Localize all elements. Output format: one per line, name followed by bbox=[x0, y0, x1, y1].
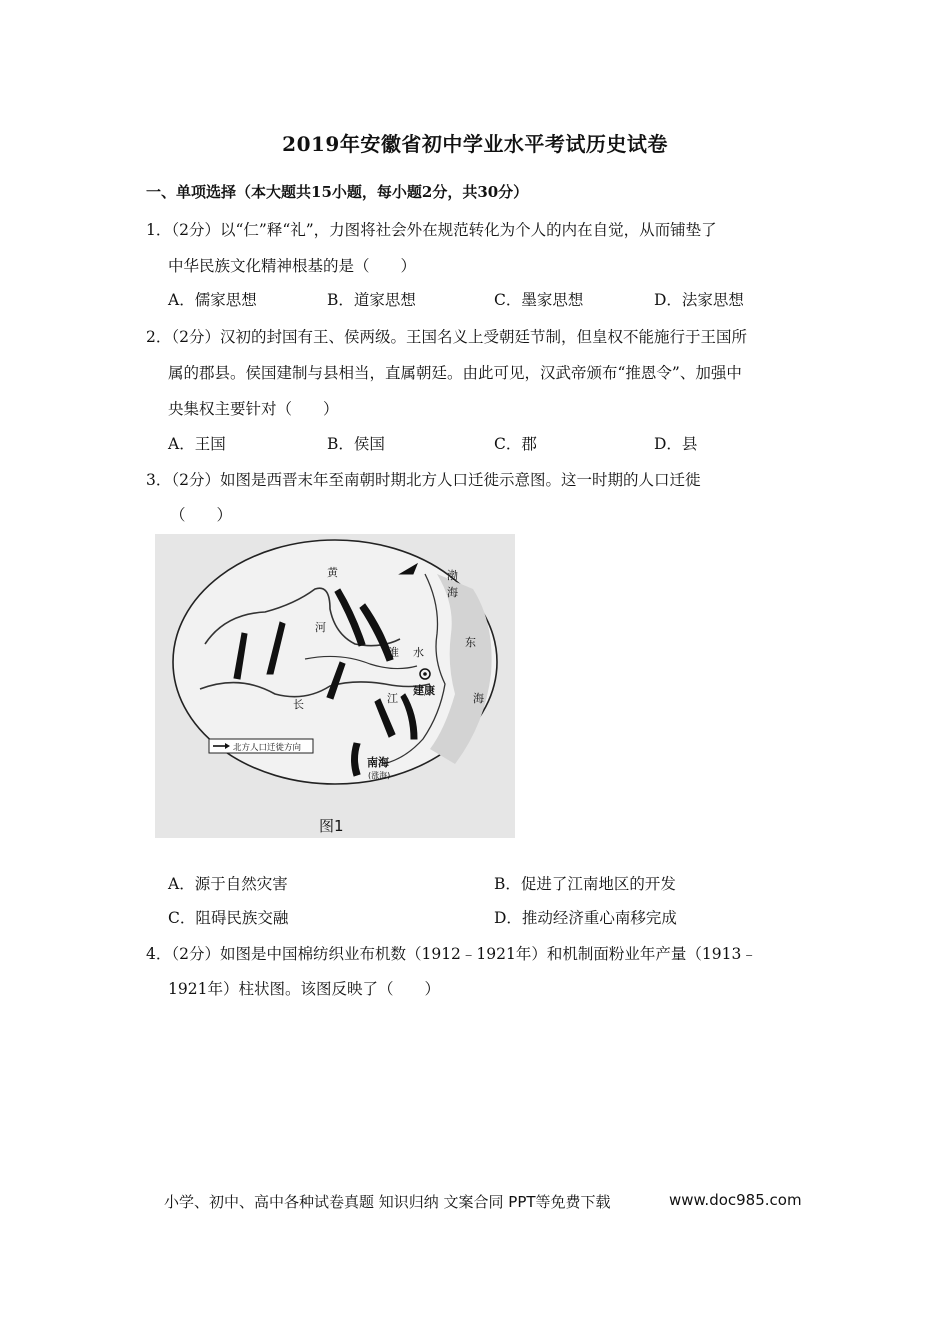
page-title: 2019年安徽省初中学业水平考试历史试卷 bbox=[282, 132, 668, 156]
q1-option-a: A．儒家思想 bbox=[168, 291, 257, 309]
footer-text: 小学、初中、高中各种试卷真题 知识归纳 文案合同 PPT等免费下载 bbox=[164, 1193, 611, 1211]
label-nanhai-small: (涨海) bbox=[368, 771, 391, 780]
label-jiankang: 建康 bbox=[413, 684, 435, 697]
migration-map bbox=[155, 534, 515, 838]
q2-option-d: D．县 bbox=[654, 435, 698, 453]
label-hai2: 海 bbox=[473, 692, 484, 705]
label-dong: 东 bbox=[465, 636, 476, 649]
map-caption: 图1 bbox=[319, 817, 344, 835]
label-hai1: 海 bbox=[447, 586, 458, 599]
q4-line1: 4．（2分）如图是中国棉纺织业布机数（1912﹣1921年）和机制面粉业年产量（1913﹣ bbox=[146, 945, 757, 963]
q3-option-d: D．推动经济重心南移完成 bbox=[494, 909, 677, 927]
q3-option-a: A．源于自然灾害 bbox=[168, 875, 288, 893]
label-jiang: 江 bbox=[387, 692, 398, 705]
q1-line2: 中华民族文化精神根基的是（ ） bbox=[168, 257, 417, 275]
label-nanhai: 南海 bbox=[367, 756, 389, 769]
q3-line1: 3．（2分）如图是西晋末年至南朝时期北方人口迁徙示意图。这一时期的人口迁徙 bbox=[146, 471, 701, 489]
q2-line3: 央集权主要针对（ ） bbox=[168, 400, 339, 418]
label-huang: 黄 bbox=[327, 566, 338, 579]
label-huai: 淮 bbox=[388, 646, 399, 659]
q3-option-c: C．阻碍民族交融 bbox=[168, 909, 289, 927]
q1-option-b: B．道家思想 bbox=[327, 291, 416, 309]
q2-line1: 2．（2分）汉初的封国有王、侯两级。王国名义上受朝廷节制，但皇权不能施行于王国所 bbox=[146, 328, 747, 346]
q2-option-c: C．郡 bbox=[494, 435, 537, 453]
legend-text: 北方人口迁徙方向 bbox=[233, 743, 302, 753]
q4-line2: 1921年）柱状图。该图反映了（ ） bbox=[168, 980, 440, 998]
label-he: 河 bbox=[315, 621, 326, 634]
q1-line1: 1．（2分）以“仁”释“礼”，力图将社会外在规范转化为个人的内在自觉，从而铺垫了 bbox=[146, 221, 717, 239]
q3-line2: （ ） bbox=[170, 506, 233, 524]
q3-option-b: B．促进了江南地区的开发 bbox=[494, 875, 676, 893]
label-bo: 渤 bbox=[447, 569, 458, 582]
section-heading: 一、单项选择（本大题共15小题，每小题2分，共30分） bbox=[146, 183, 529, 201]
q2-line2: 属的郡县。侯国建制与县相当，直属朝廷。由此可见，汉武帝颁布“推恩令”、加强中 bbox=[168, 364, 742, 382]
q1-option-d: D．法家思想 bbox=[654, 291, 744, 309]
q2-option-b: B．侯国 bbox=[327, 435, 385, 453]
footer-url[interactable]: www.doc985.com bbox=[669, 1191, 802, 1209]
label-shui: 水 bbox=[413, 646, 424, 659]
q1-option-c: C．墨家思想 bbox=[494, 291, 584, 309]
label-chang: 长 bbox=[293, 698, 304, 711]
q2-option-a: A．王国 bbox=[168, 435, 226, 453]
